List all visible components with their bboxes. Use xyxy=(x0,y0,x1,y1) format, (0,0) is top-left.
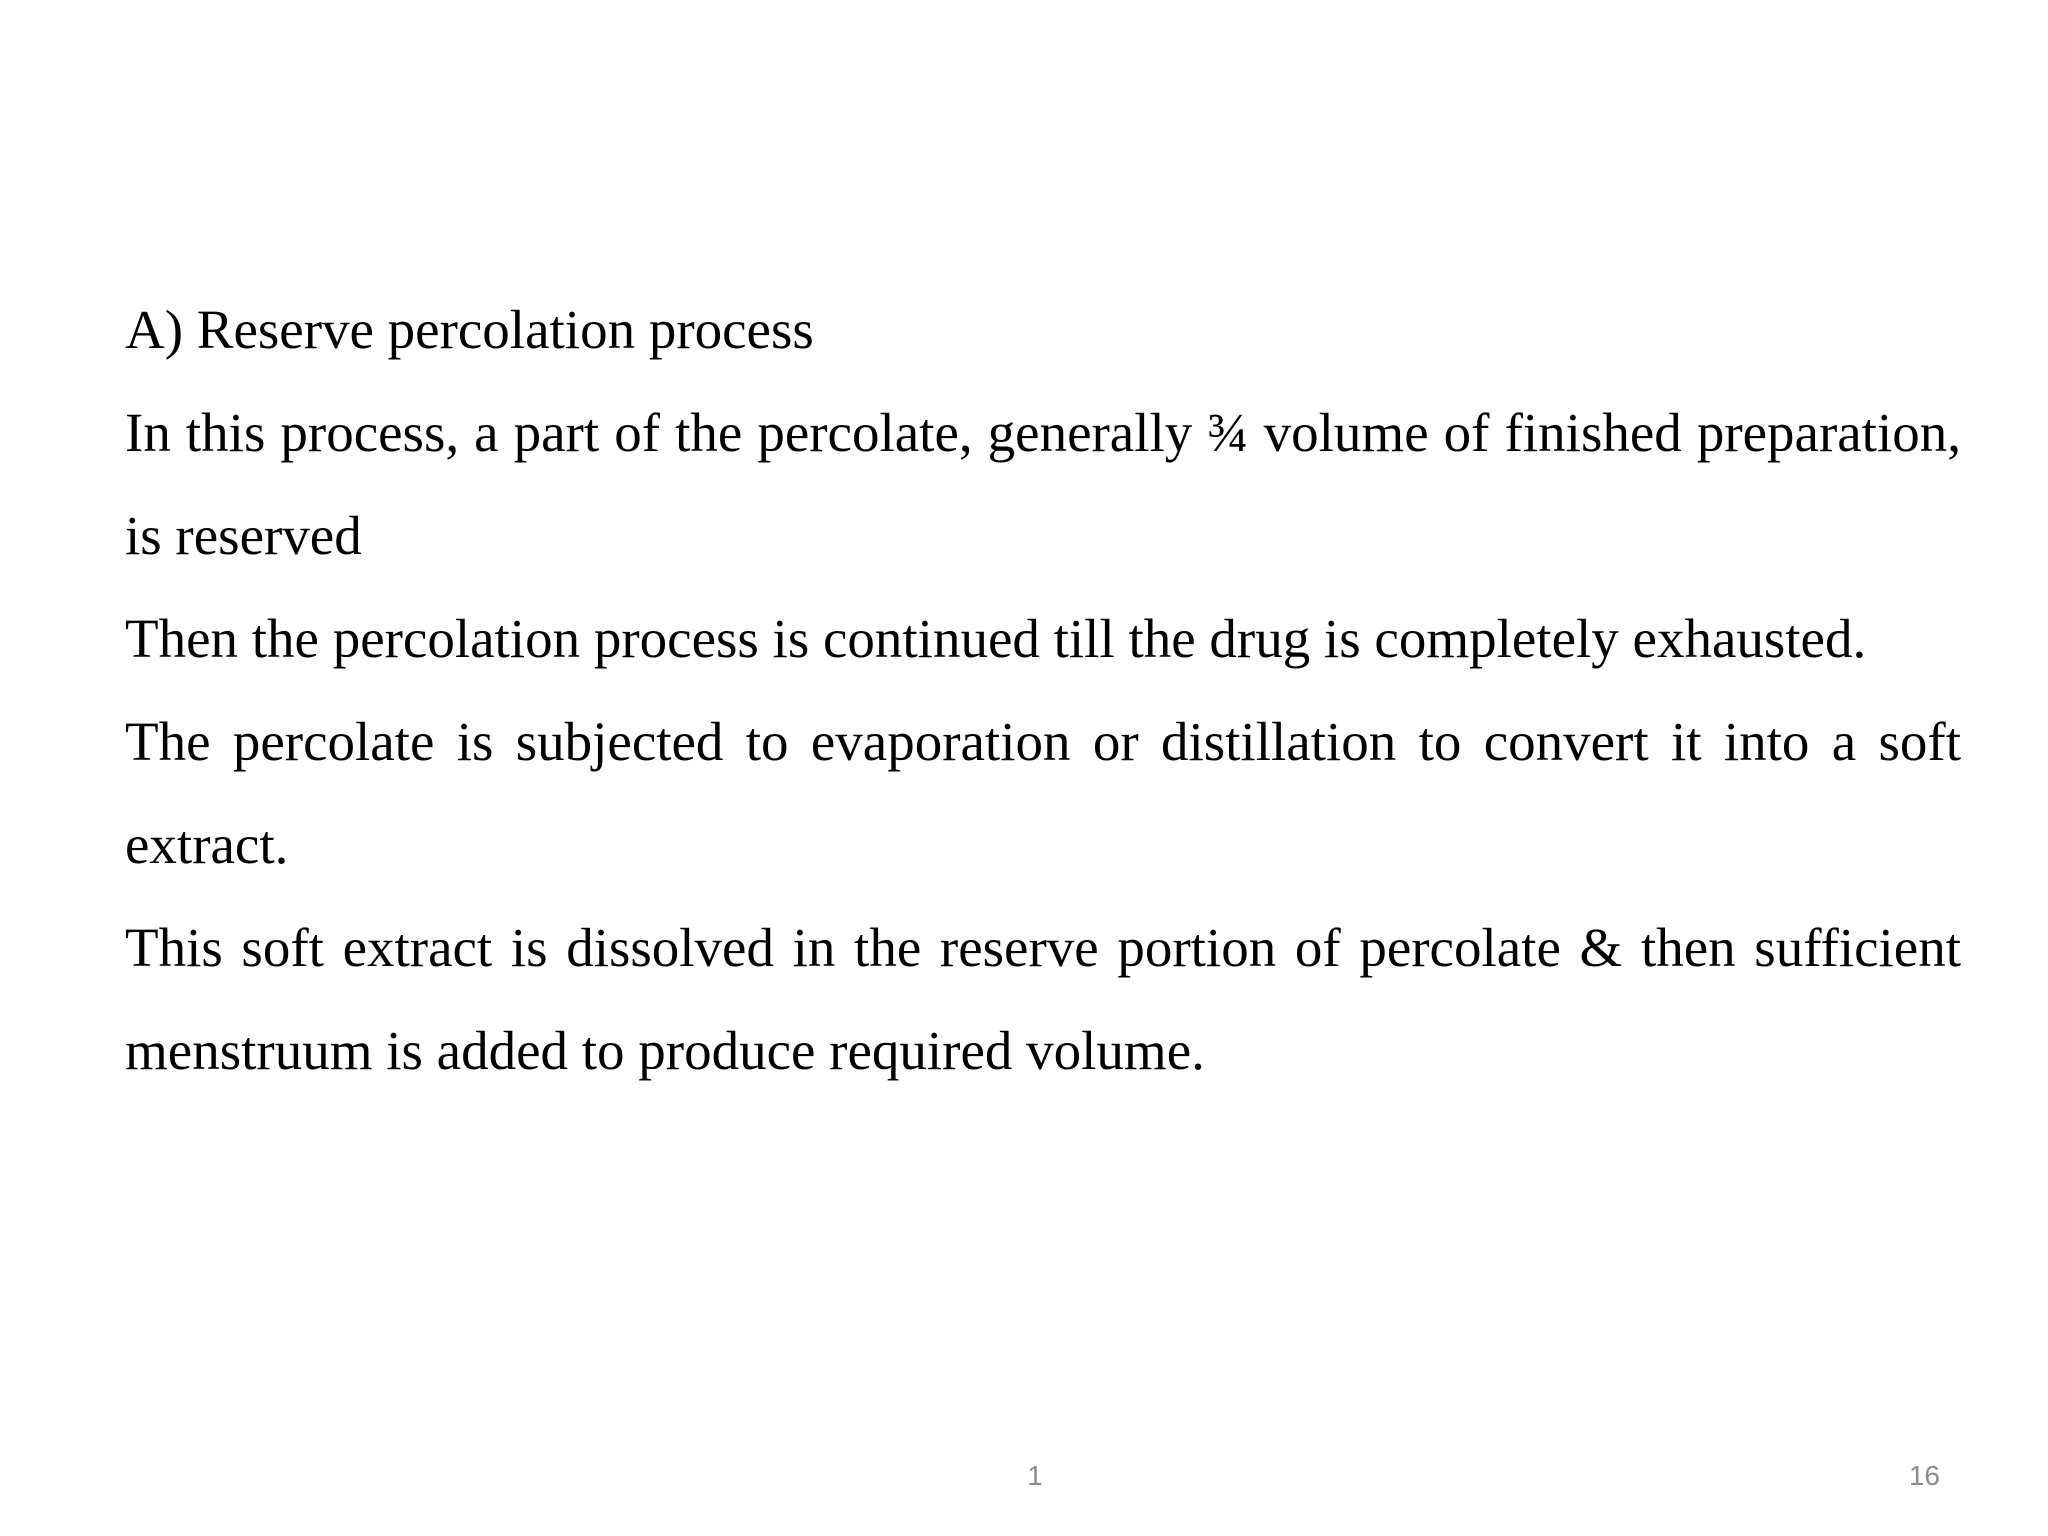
paragraph-dissolve-extract: This soft extract is dissolved in the reserve portion of percolate & then sufficient menstruum is added to produce required volume. xyxy=(125,917,1961,1081)
slide-body xyxy=(125,278,1961,1102)
footer-center-number: 1 xyxy=(1027,1460,1043,1491)
paragraph-reserve-portion: In this process, a part of the percolate, generally ¾ volume of finished preparation, is reserved xyxy=(125,402,1961,566)
paragraph-evaporation: The percolate is subjected to evaporation or distillation to convert it into a soft extract. xyxy=(125,711,1961,875)
slide-page-number: 16 xyxy=(1908,1460,1940,1491)
section-heading: A) Reserve percolation process xyxy=(125,299,814,360)
paragraph-continue-percolation: Then the percolation process is continued till the drug is completely exhausted. xyxy=(125,608,1867,669)
